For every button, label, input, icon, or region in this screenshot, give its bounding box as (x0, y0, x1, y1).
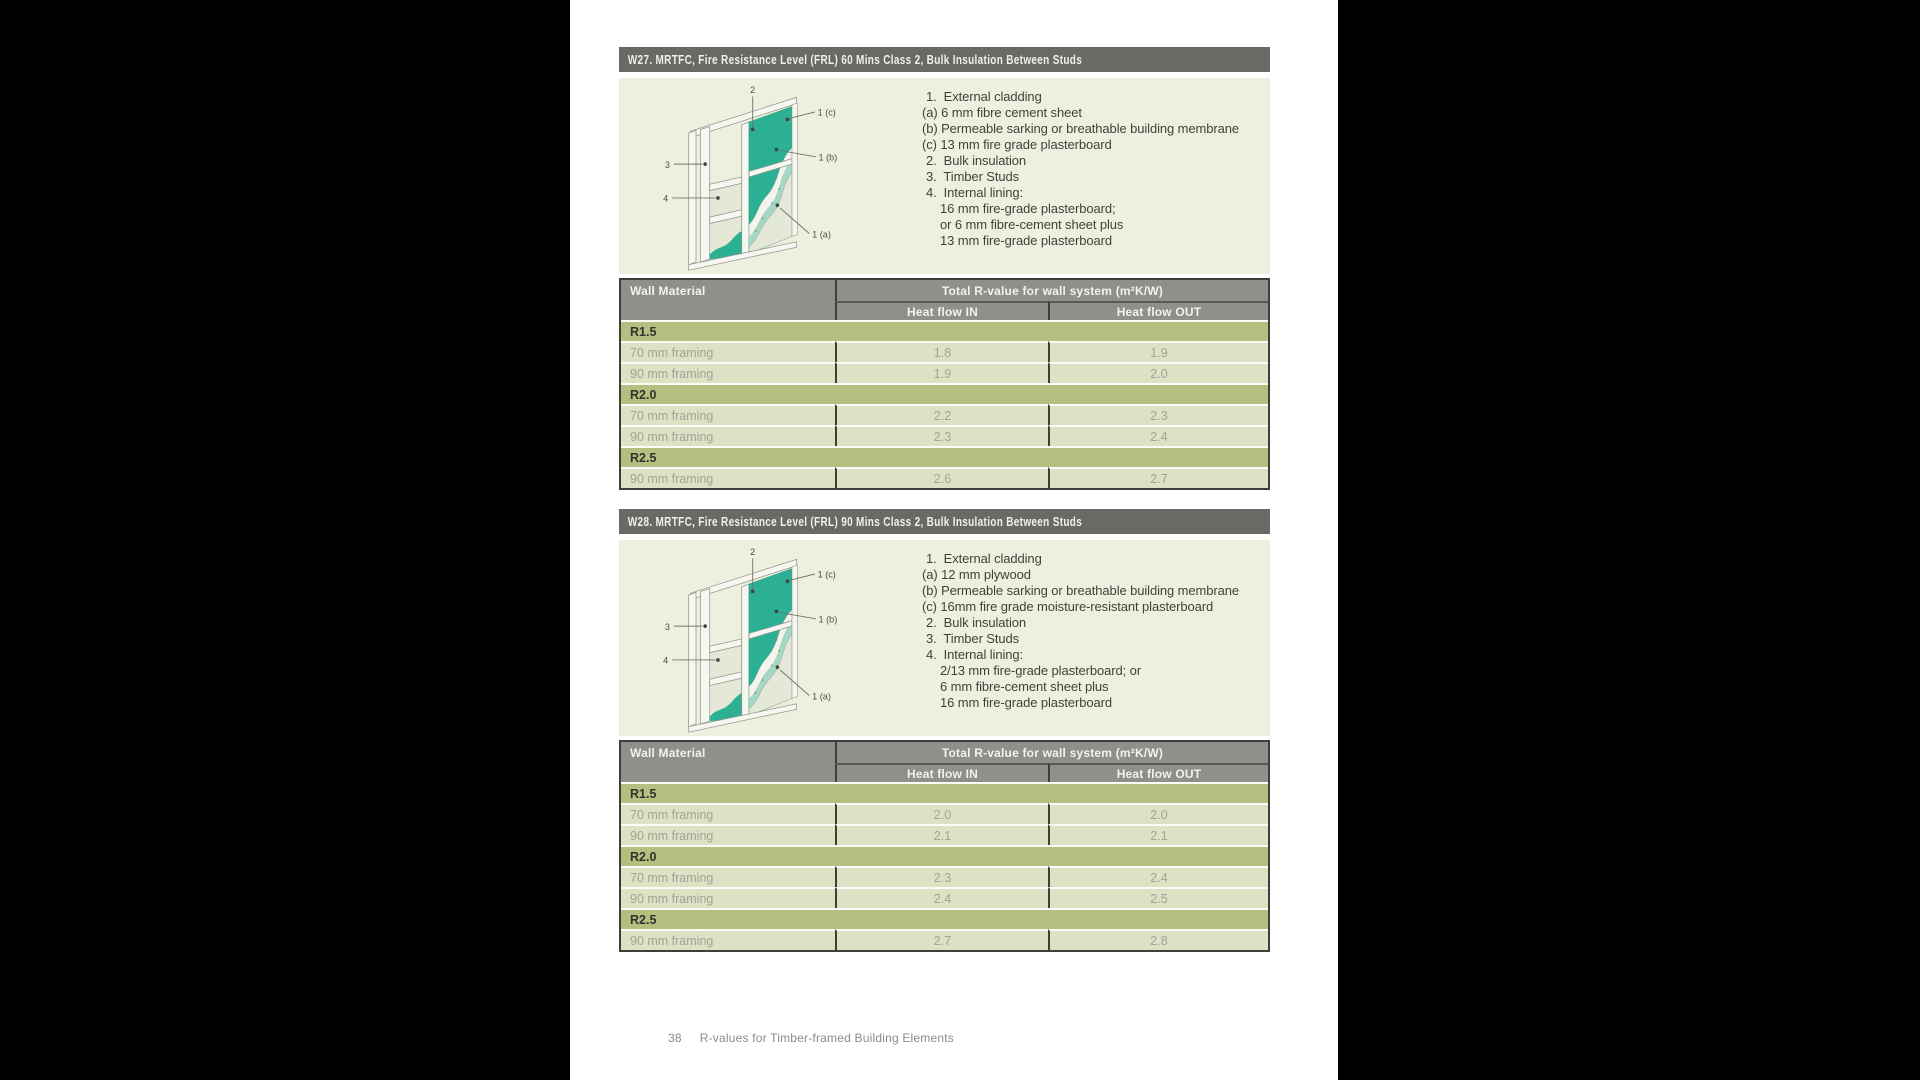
r-value-heat-in: 2.1 (835, 824, 1048, 845)
r-value-heat-in: 2.3 (835, 425, 1048, 446)
framing-label: 70 mm framing (621, 803, 835, 824)
figure-panel (619, 78, 1270, 274)
page-number: 38 (668, 1031, 682, 1045)
col-header-total-r-value: Total R-value for wall system (m²K/W) (835, 742, 1268, 763)
diagram-label: 1 (a) (812, 691, 831, 702)
diagram-label: 1 (a) (812, 229, 831, 240)
legend-line: 16 mm fire-grade plasterboard; (940, 201, 1116, 216)
table-row (621, 824, 1268, 845)
diagram-label: 1 (c) (817, 569, 836, 580)
section-title: W28. MRTFC, Fire Resistance Level (FRL) 90 Mins Class 2, Bulk Insulation Between Studs (627, 514, 1083, 529)
r-value-heat-in: 2.2 (835, 404, 1048, 425)
framing-label: 90 mm framing (621, 362, 835, 383)
legend-line: 1. External cladding (926, 551, 1042, 566)
r-band-label: R1.5 (621, 320, 1268, 341)
col-header-heat-flow-out: Heat flow OUT (1048, 301, 1268, 320)
r-value-heat-in: 1.8 (835, 341, 1048, 362)
mid-stud (742, 122, 749, 256)
timber-stud (701, 589, 710, 724)
table-row (621, 425, 1268, 446)
table-row (621, 362, 1268, 383)
legend-line: 2. Bulk insulation (926, 615, 1026, 630)
diagram-label: 2 (750, 84, 756, 95)
r-value-table (619, 740, 1270, 952)
r-value-heat-out: 2.1 (1048, 824, 1268, 845)
framing-label: 70 mm framing (621, 404, 835, 425)
r-band-label: R2.0 (621, 383, 1268, 404)
framing-label: 70 mm framing (621, 866, 835, 887)
r-value-heat-out: 2.3 (1048, 404, 1268, 425)
table-row (621, 887, 1268, 908)
table-row (621, 803, 1268, 824)
framing-label: 90 mm framing (621, 824, 835, 845)
r-band-row (621, 320, 1268, 341)
legend-line: (b) Permeable sarking or breathable building membrane (922, 121, 1239, 136)
page-footer (668, 1031, 954, 1045)
r-value-table (619, 278, 1270, 490)
table-body (621, 782, 1268, 950)
panel-right-edge (792, 103, 797, 236)
page-content (619, 0, 1270, 1080)
table-row (621, 467, 1268, 488)
r-value-heat-out: 1.9 (1048, 341, 1268, 362)
document-page (570, 0, 1338, 1080)
r-value-heat-out: 2.4 (1048, 866, 1268, 887)
mid-stud (742, 584, 749, 718)
diagram-label: 3 (664, 621, 670, 632)
diagram-label: 1 (c) (817, 107, 836, 118)
diagram-label: 4 (663, 655, 669, 666)
legend-line: or 6 mm fibre-cement sheet plus (940, 217, 1124, 232)
table-row (621, 866, 1268, 887)
diagram-label: 1 (b) (818, 152, 838, 163)
section-title-bar (619, 509, 1270, 534)
diagram-label: 4 (663, 193, 669, 204)
col-header-heat-flow-in: Heat flow IN (835, 763, 1048, 782)
header-row (621, 280, 1268, 301)
r-value-heat-in: 2.0 (835, 803, 1048, 824)
legend-line: 2. Bulk insulation (926, 153, 1026, 168)
framing-label: 70 mm framing (621, 341, 835, 362)
r-value-heat-in: 1.9 (835, 362, 1048, 383)
r-band-label: R2.5 (621, 908, 1268, 929)
table-row (621, 341, 1268, 362)
framing-label: 90 mm framing (621, 425, 835, 446)
legend-line: (c) 16mm fire grade moisture-resistant plasterboard (922, 599, 1214, 614)
header-row (621, 742, 1268, 763)
r-value-heat-out: 2.8 (1048, 929, 1268, 950)
legend-line: 16 mm fire-grade plasterboard (940, 695, 1112, 710)
table-row (621, 929, 1268, 950)
col-header-heat-flow-out: Heat flow OUT (1048, 763, 1268, 782)
legend-line: (a) 6 mm fibre cement sheet (922, 105, 1082, 120)
section-title-bar (619, 47, 1270, 72)
r-value-heat-in: 2.6 (835, 467, 1048, 488)
wall-system-section (619, 47, 1270, 486)
r-value-heat-in: 2.7 (835, 929, 1048, 950)
legend-line: 6 mm fibre-cement sheet plus (940, 679, 1109, 694)
section-title: W27. MRTFC, Fire Resistance Level (FRL) 60 Mins Class 2, Bulk Insulation Between Studs (627, 52, 1083, 67)
legend-line: 3. Timber Studs (926, 631, 1020, 646)
footer-title: R-values for Timber-framed Building Elements (699, 1031, 954, 1045)
legend-line: 1. External cladding (926, 89, 1042, 104)
r-band-label: R2.0 (621, 845, 1268, 866)
diagram-label: 1 (b) (818, 614, 838, 625)
legend-line: (b) Permeable sarking or breathable building membrane (922, 583, 1239, 598)
r-value-heat-out: 2.0 (1048, 803, 1268, 824)
framing-label: 90 mm framing (621, 467, 835, 488)
wall-diagram (635, 542, 885, 734)
r-value-heat-out: 2.7 (1048, 467, 1268, 488)
diagram-label: 3 (664, 159, 670, 170)
legend-line: 3. Timber Studs (926, 169, 1020, 184)
legend-line: 4. Internal lining: (926, 647, 1024, 662)
legend-line: (c) 13 mm fire grade plasterboard (922, 137, 1112, 152)
r-value-heat-in: 2.3 (835, 866, 1048, 887)
legend-line: 4. Internal lining: (926, 185, 1024, 200)
wall-diagram (635, 80, 885, 272)
panel-right-edge (792, 565, 797, 698)
table-row (621, 404, 1268, 425)
table-body (621, 320, 1268, 488)
r-value-heat-out: 2.5 (1048, 887, 1268, 908)
r-band-row (621, 383, 1268, 404)
timber-stud (701, 127, 710, 262)
col-header-wall-material: Wall Material (621, 742, 835, 782)
r-band-row (621, 782, 1268, 803)
figure-legend (921, 89, 1266, 249)
r-band-row (621, 446, 1268, 467)
legend-line: 13 mm fire-grade plasterboard (940, 233, 1112, 248)
col-header-heat-flow-in: Heat flow IN (835, 301, 1048, 320)
framing-label: 90 mm framing (621, 887, 835, 908)
wall-system-section (619, 509, 1270, 948)
col-header-wall-material: Wall Material (621, 280, 835, 320)
r-value-heat-in: 2.4 (835, 887, 1048, 908)
r-band-row (621, 845, 1268, 866)
col-header-total-r-value: Total R-value for wall system (m²K/W) (835, 280, 1268, 301)
legend-line: 2/13 mm fire-grade plasterboard; or (940, 663, 1141, 678)
diagram-label: 2 (750, 546, 756, 557)
legend-line: (a) 12 mm plywood (922, 567, 1031, 582)
figure-panel (619, 540, 1270, 736)
r-value-heat-out: 2.0 (1048, 362, 1268, 383)
r-band-row (621, 908, 1268, 929)
figure-legend (921, 551, 1266, 711)
framing-label: 90 mm framing (621, 929, 835, 950)
r-value-heat-out: 2.4 (1048, 425, 1268, 446)
r-band-label: R1.5 (621, 782, 1268, 803)
r-band-label: R2.5 (621, 446, 1268, 467)
